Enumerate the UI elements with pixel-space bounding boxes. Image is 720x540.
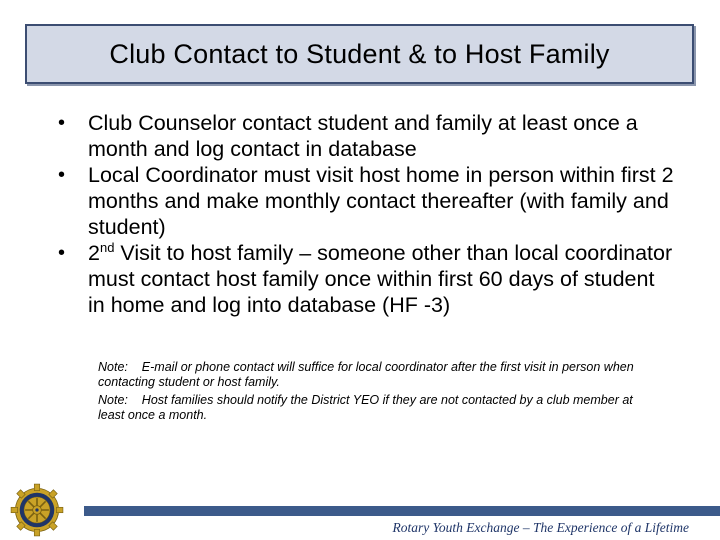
note-item [98,360,658,390]
footer-tagline: Rotary Youth Exchange – The Experience of a Lifetime [392,520,689,535]
bullet-list [56,110,676,318]
notes [98,360,658,426]
bullet-item [56,162,676,240]
slide-title-box [25,24,694,84]
note-text: Host families should notify the District YEO if they are not contacted by a club member at least once a month. [98,393,633,422]
bullet-superscript: nd [99,239,115,255]
note-label: Note: [98,360,128,374]
bullet-item [56,110,676,162]
bullet-dot: • [58,112,66,134]
note-text: E-mail or phone contact will suffice for local coordinator after the first visit in person when contacting student or host family. [98,360,634,389]
rotary-gear-icon [10,483,64,537]
slide-title: Club Contact to Student & to Host Family [109,38,610,69]
bullet-dot: • [58,164,66,186]
bullet-dot: • [58,242,66,264]
note-label: Note: [98,393,128,407]
footer-bar [84,506,720,516]
bullet-item [56,240,676,318]
bullet-text: Club Counselor contact student and family at least once a month and log contact in database [88,111,638,161]
bullet-text: Local Coordinator must visit host home in person within first 2 months and make monthly contact thereafter (with family and student) [88,163,674,239]
note-item [98,393,658,423]
bullet-prefix: 2 [88,241,100,265]
bullet-text: Visit to host family – someone other than local coordinator must contact host family once within first 60 days of student in home and log into database (HF -3) [88,241,673,317]
